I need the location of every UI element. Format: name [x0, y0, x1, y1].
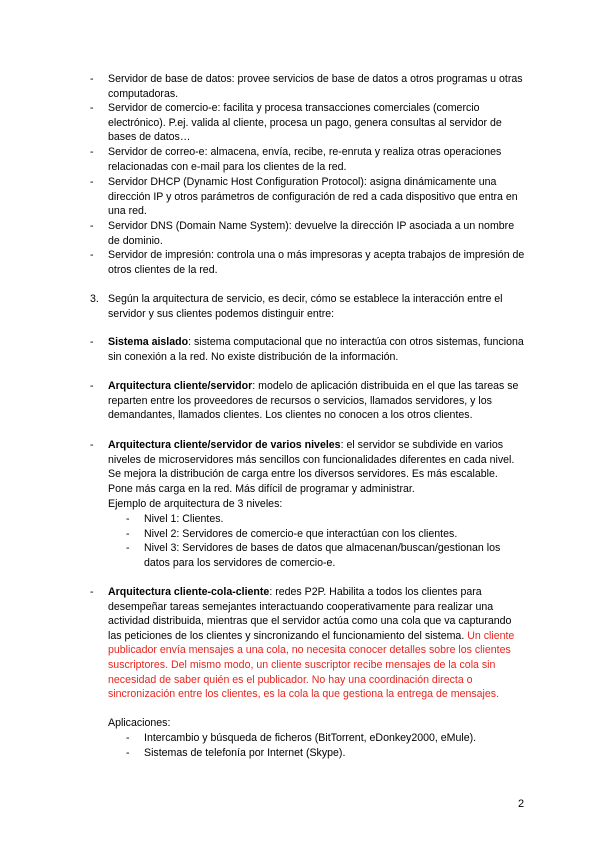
bullet-marker: - [90, 249, 94, 261]
list-item-text [108, 585, 525, 702]
sub-list-item-text: Nivel 2: Servidores de comercio-e que interactúan con los clientes. [144, 528, 458, 540]
list-item-sistema-aislado [90, 335, 525, 364]
list-item [90, 101, 525, 145]
bullet-marker: - [90, 73, 94, 85]
example-intro: Ejemplo de arquitectura de 3 niveles: [108, 498, 283, 510]
bullet-marker: - [90, 220, 94, 232]
list-item-text [108, 379, 525, 423]
term-definition: : redes P2P. Habilita a todos los clientes para desempeñar tareas semejantes interactuando cooperativamente para realizar una actividad distribuida, mientras que el servidor actúa como una cola que va capturando las peticiones de los clientes y sincronizando el funcionamiento del sistema. [108, 586, 512, 642]
sub-list-item [126, 541, 526, 570]
term-definition: : el servidor se subdivide en varios niveles de microservidores más sencillos con funcionalidades diferentes en cada nivel. Se mejora la distribución de carga entre los diversos servidores. Es más escalable. Pone más carga en la red. Más difícil de programar y administrar. [108, 439, 515, 495]
numbered-paragraph [90, 292, 530, 321]
bullet-marker: - [90, 176, 94, 188]
sub-list-item-text: Nivel 1: Clientes. [144, 513, 224, 525]
term-bold: Arquitectura cliente/servidor [108, 380, 253, 392]
list-item [90, 175, 525, 219]
bullet-marker: - [126, 732, 130, 744]
bullet-marker: - [126, 513, 130, 525]
section-number: 3. [90, 293, 99, 305]
bullet-marker: - [90, 336, 94, 348]
sub-list-item [126, 731, 526, 746]
term-definition: : modelo de aplicación distribuida en el que las tareas se reparten entre los proveedores de recursos o servicios, llamados servidores, y los demandantes, llamados clientes. Los clientes no conocen a los otros clientes. [108, 380, 519, 422]
list-item-cliente-servidor [90, 379, 525, 423]
sub-list-item-text: Nivel 3: Servidores de bases de datos que almacenan/buscan/gestionan los datos para los servidores de comercio-e. [144, 542, 501, 569]
list-item-text: Servidor DHCP (Dynamic Host Configuration Protocol): asigna dinámicamente una dirección IP y otros parámetros de configuración de red a cada dispositivo que entra en una red. [108, 176, 518, 218]
term-bold: Arquitectura cliente/servidor de varios niveles [108, 439, 341, 451]
sub-list-item [126, 746, 526, 761]
sub-list-item [126, 527, 526, 542]
page-number: 2 [518, 798, 525, 810]
term-bold: Arquitectura cliente-cola-cliente [108, 586, 270, 598]
sub-list-item-text: Intercambio y búsqueda de ficheros (BitTorrent, eDonkey2000, eMule). [144, 732, 477, 744]
list-item-text: Servidor de correo-e: almacena, envía, recibe, re-enruta y realiza otras operaciones relacionadas con e-mail para los clientes de la red. [108, 146, 502, 173]
bullet-marker: - [126, 542, 130, 554]
sub-list-item-text: Sistemas de telefonía por Internet (Skype). [144, 747, 346, 759]
bullet-marker: - [90, 102, 94, 114]
list-item-text: Servidor de impresión: controla una o más impresoras y acepta trabajos de impresión de otros clientes de la red. [108, 249, 525, 276]
list-item [90, 219, 525, 248]
list-item-text: Servidor DNS (Domain Name System): devuelve la dirección IP asociada a un nombre de dominio. [108, 220, 515, 247]
term-definition: : sistema computacional que no interactúa con otros sistemas, funciona sin conexión a la red. No existe distribución de la información. [108, 336, 524, 363]
bullet-marker: - [126, 747, 130, 759]
list-item [90, 145, 525, 174]
list-item [90, 248, 525, 277]
apps-intro: Aplicaciones: [108, 717, 171, 729]
sub-list-item [126, 512, 526, 527]
list-item [90, 72, 525, 101]
bullet-marker: - [90, 146, 94, 158]
term-bold: Sistema aislado [108, 336, 189, 348]
bullet-marker: - [126, 528, 130, 540]
bullet-marker: - [90, 586, 94, 598]
list-item-cliente-cola-cliente [90, 585, 525, 702]
bullet-marker: - [90, 439, 94, 451]
list-item-text: Servidor de base de datos: provee servicios de base de datos a otros programas u otras computadoras. [108, 73, 523, 100]
list-item-text [108, 438, 525, 496]
highlighted-text: Un cliente publicador envía mensajes a una cola, no necesita conocer detalles sobre los clientes suscriptores. Del mismo modo, un cliente suscriptor recibe mensajes de la cola sin necesidad de saber quién es el publicador. No hay una coordinación directa o sincronización entre los clientes, es la cola la que gestiona la entrega de mensajes. [108, 629, 515, 701]
bullet-marker: - [90, 380, 94, 392]
section-text: Según la arquitectura de servicio, es decir, cómo se establece la interacción entre el servidor y sus clientes podemos distinguir entre: [108, 293, 503, 320]
list-item-varios-niveles [90, 438, 525, 496]
list-item-text: Servidor de comercio-e: facilita y procesa transacciones comerciales (comercio electrónico). P.ej. valida al cliente, procesa un pago, genera consultas al servidor de bases de datos… [108, 102, 502, 144]
list-item-text [108, 335, 525, 364]
